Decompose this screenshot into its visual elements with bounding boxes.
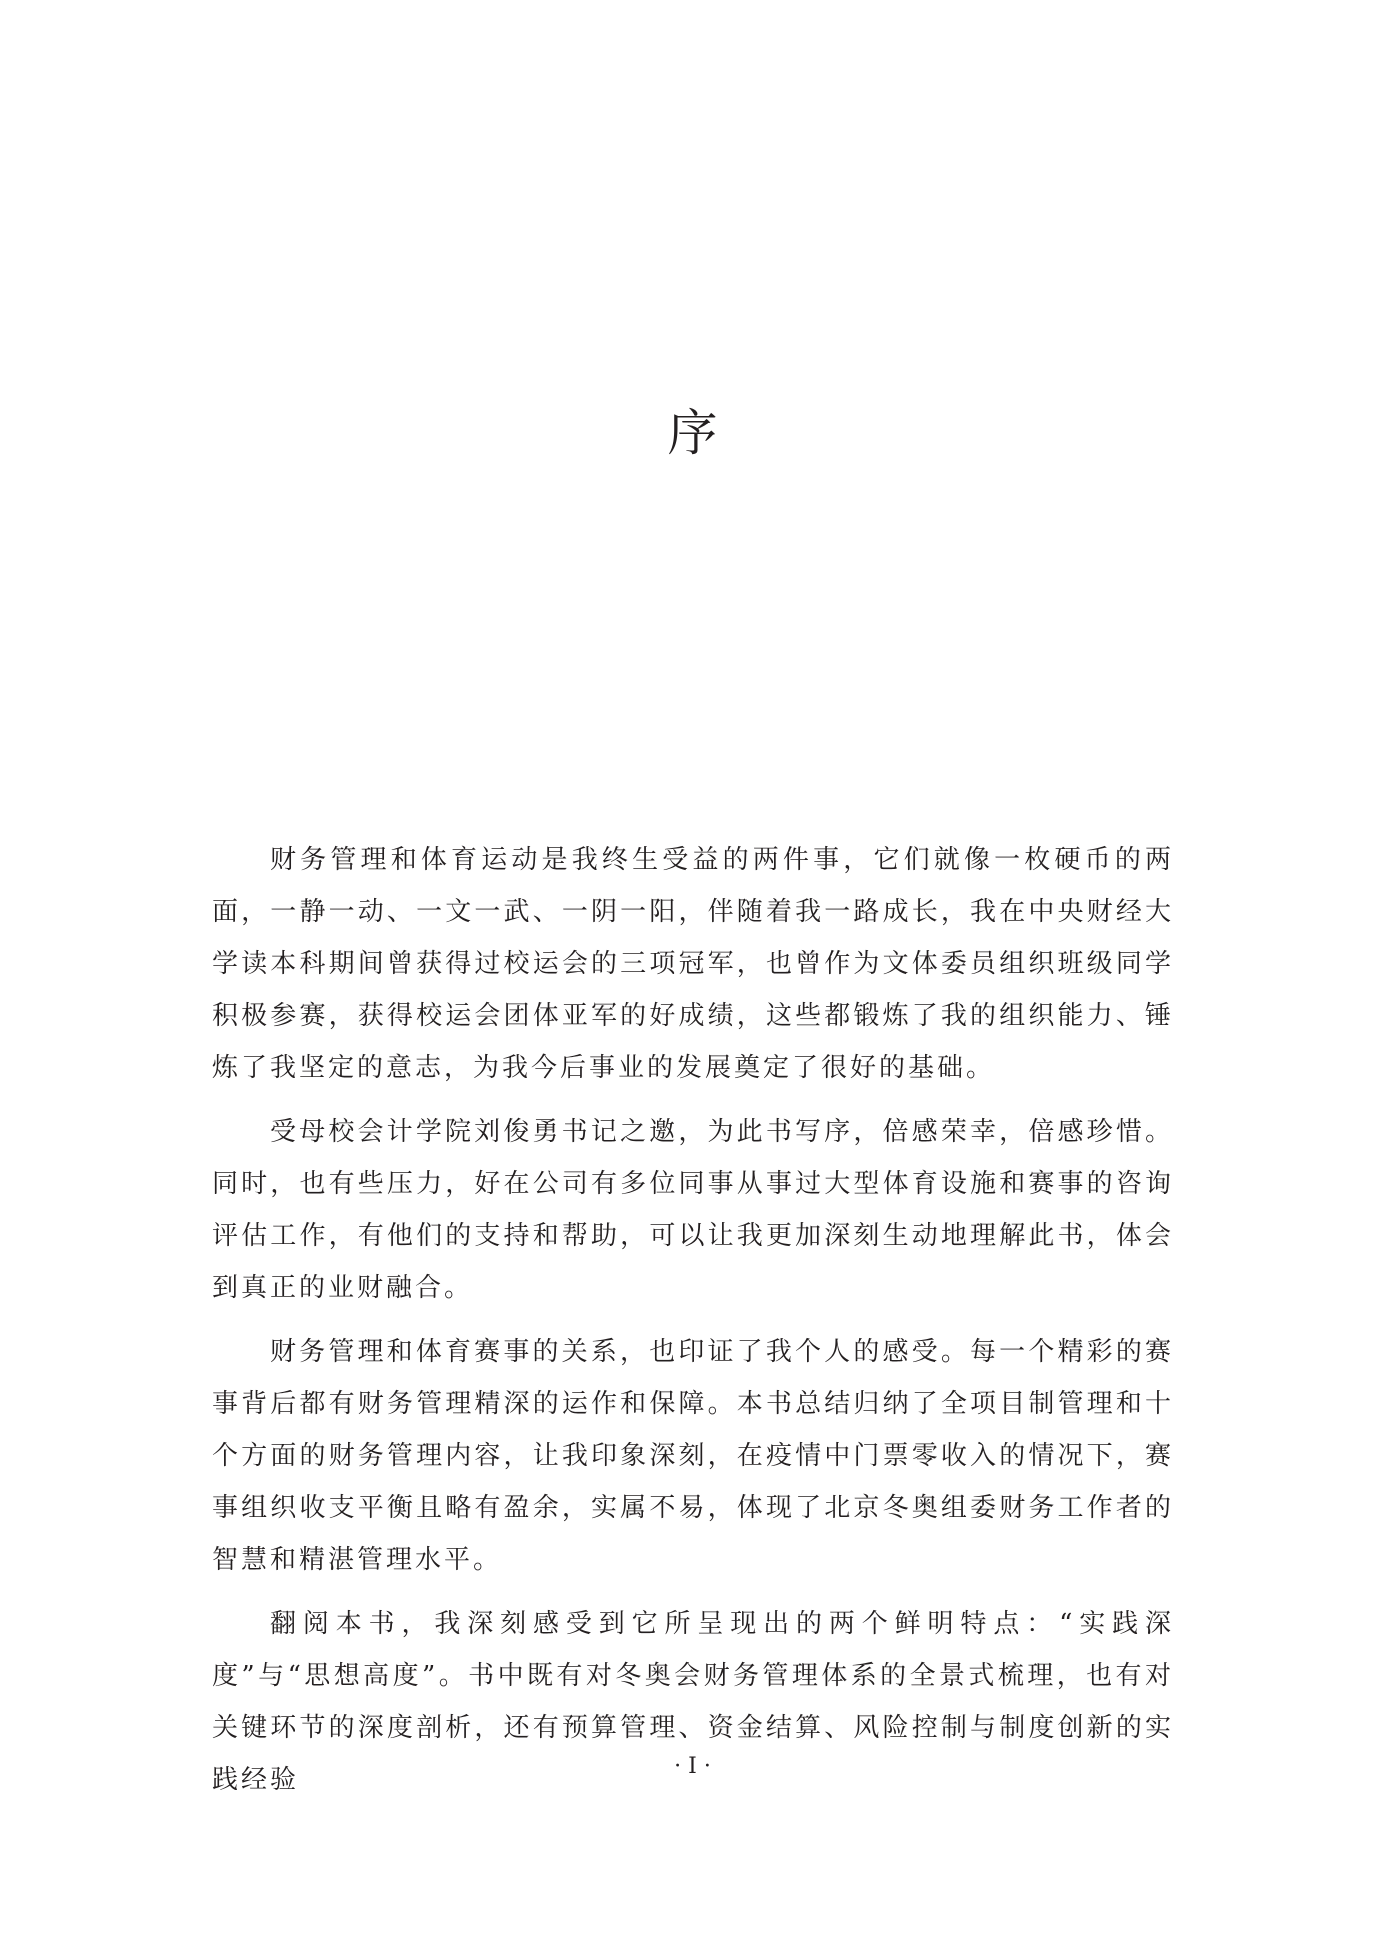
page-number: · I · xyxy=(674,1754,711,1779)
preface-body xyxy=(212,834,1174,1818)
paragraph-2: 受母校会计学院刘俊勇书记之邀，为此书写序，倍感荣幸，倍感珍惜。同时，也有些压力，好在公司有多位同事从事过大型体育设施和赛事的咨询评估工作，有他们的支持和帮助，可以让我更加深刻生动地理解此书，体会到真正的业财融合。 xyxy=(212,1117,1174,1303)
paragraph-4: 翻阅本书，我深刻感受到它所呈现出的两个鲜明特点：“实践深度”与“思想高度”。书中既有对冬奥会财务管理体系的全景式梳理，也有对关键环节的深度剖析，还有预算管理、资金结算、风险控制与制度创新的实践经验 xyxy=(212,1609,1174,1795)
preface-title: 序 xyxy=(667,404,718,462)
paragraph-1: 财务管理和体育运动是我终生受益的两件事，它们就像一枚硬币的两面，一静一动、一文一武、一阴一阳，伴随着我一路成长，我在中央财经大学读本科期间曾获得过校运会的三项冠军，也曾作为文体委员组织班级同学积极参赛，获得校运会团体亚军的好成绩，这些都锻炼了我的组织能力、锤炼了我坚定的意志，为我今后事业的发展奠定了很好的基础。 xyxy=(212,845,1174,1083)
paragraph-3: 财务管理和体育赛事的关系，也印证了我个人的感受。每一个精彩的赛事背后都有财务管理精深的运作和保障。本书总结归纳了全项目制管理和十个方面的财务管理内容，让我印象深刻，在疫情中门票零收入的情况下，赛事组织收支平衡且略有盈余，实属不易，体现了北京冬奥组委财务工作者的智慧和精湛管理水平。 xyxy=(212,1337,1174,1575)
